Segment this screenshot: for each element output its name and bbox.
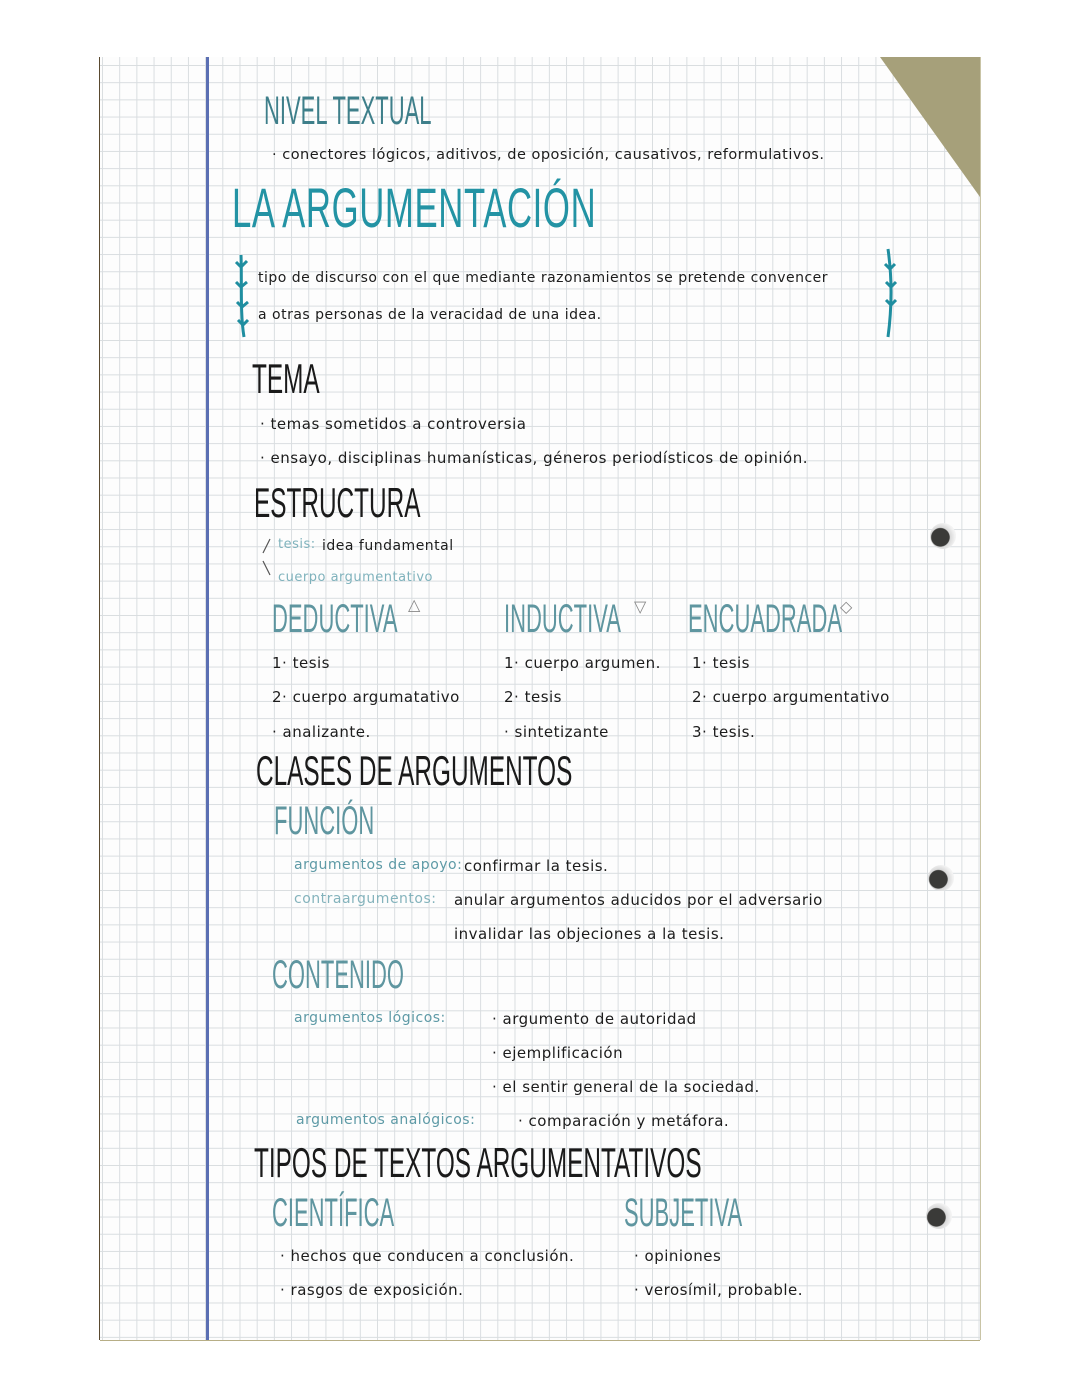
nivel-textual-bullet: · conectores lógicos, aditivos, de oposición, causativos, reformulativos.: [272, 147, 825, 163]
deductiva-item-3: · analizante.: [272, 723, 371, 741]
inductiva-item-3: · sintetizante: [504, 723, 609, 741]
contraargumentos-label: contraargumentos:: [294, 891, 437, 907]
encuadrada-item-2: 2· cuerpo argumentativo: [692, 688, 890, 706]
encuadrada-item-1: 1· tesis: [692, 654, 750, 672]
subjetiva-heading: SUBJETIVA: [624, 1191, 743, 1235]
main-title: LA ARGUMENTACIÓN: [232, 176, 597, 239]
clases-heading: CLASES DE ARGUMENTOS: [256, 747, 573, 794]
deductiva-item-1: 1· tesis: [272, 654, 330, 672]
vine-right-icon: [880, 247, 902, 339]
inductiva-heading: INDUCTIVA: [504, 597, 621, 641]
funcion-heading: FUNCIÓN: [274, 799, 375, 843]
inductiva-item-2: 2· tesis: [504, 688, 562, 706]
margin-line: [206, 57, 209, 1340]
tipos-heading: TIPOS DE TEXTOS ARGUMENTATIVOS: [254, 1139, 702, 1186]
folded-corner: [880, 57, 980, 197]
triangle-up-icon: △: [408, 595, 421, 614]
hole-punch-middle: [928, 865, 954, 891]
definition-line-1: tipo de discurso con el que mediante razonamientos se pretende convencer: [258, 270, 829, 286]
subjetiva-item-1: · opiniones: [634, 1247, 722, 1265]
contraargumentos-text-1: anular argumentos aducidos por el adversario: [454, 891, 823, 909]
encuadrada-item-3: 3· tesis.: [692, 723, 756, 741]
encuadrada-heading: ENCUADRADA: [688, 597, 843, 641]
logicos-item-3: · el sentir general de la sociedad.: [492, 1078, 760, 1096]
hole-punch-top: [930, 523, 956, 549]
cientifica-item-2: · rasgos de exposición.: [280, 1281, 464, 1299]
definition-line-2: a otras personas de la veracidad de una idea.: [258, 307, 602, 323]
tema-bullet-2: · ensayo, disciplinas humanísticas, géneros periodísticos de opinión.: [260, 449, 808, 467]
analogicos-label: argumentos analógicos:: [296, 1112, 476, 1128]
cientifica-heading: CIENTÍFICA: [272, 1191, 395, 1235]
vine-left-icon: [232, 253, 254, 339]
logicos-item-1: · argumento de autoridad: [492, 1010, 697, 1028]
deductiva-item-2: 2· cuerpo argumatativo: [272, 688, 460, 706]
tesis-definition: idea fundamental: [322, 538, 454, 554]
cuerpo-argumentativo-label: cuerpo argumentativo: [278, 570, 433, 585]
deductiva-heading: DEDUCTIVA: [272, 597, 398, 641]
logicos-label: argumentos lógicos:: [294, 1010, 446, 1026]
subjetiva-item-2: · verosímil, probable.: [634, 1281, 804, 1299]
analogicos-text: · comparación y metáfora.: [518, 1112, 730, 1130]
tesis-label: tesis:: [278, 537, 316, 552]
contraargumentos-text-2: invalidar las objeciones a la tesis.: [454, 925, 725, 943]
nivel-textual-heading: NIVEL TEXTUAL: [264, 89, 432, 133]
tema-bullet-1: · temas sometidos a controversia: [260, 415, 527, 433]
inductiva-item-1: 1· cuerpo argumen.: [504, 654, 661, 672]
logicos-item-2: · ejemplificación: [492, 1044, 624, 1062]
triangle-down-icon: ▽: [634, 597, 647, 616]
tema-heading: TEMA: [252, 355, 320, 402]
branch-lines-icon: [260, 535, 274, 579]
cientifica-item-1: · hechos que conducen a conclusión.: [280, 1247, 575, 1265]
estructura-heading: ESTRUCTURA: [254, 479, 421, 526]
apoyo-label: argumentos de apoyo:: [294, 857, 463, 873]
notebook-page: [100, 57, 980, 1340]
contenido-heading: CONTENIDO: [272, 953, 404, 997]
diamond-icon: ◇: [840, 597, 853, 616]
hole-punch-bottom: [926, 1203, 952, 1229]
apoyo-text: confirmar la tesis.: [464, 857, 609, 875]
